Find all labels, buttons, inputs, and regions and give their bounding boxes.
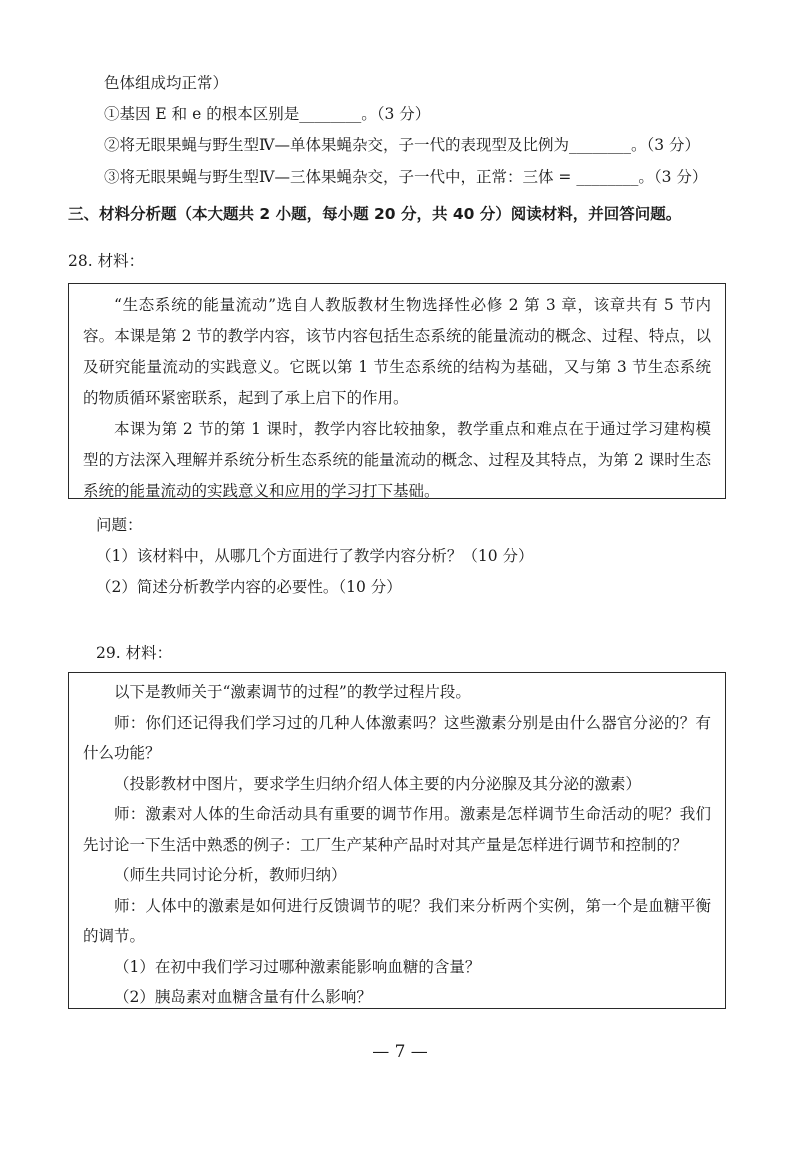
q29-material-line: 以下是教师关于“激素调节的过程”的教学过程片段。 [114,683,471,701]
q29-material-box [68,672,726,1009]
q28-label: 28. 材料： [68,252,145,270]
q27-subquestion-2: ②将无眼果蝇与野生型Ⅳ—单体果蝇杂交，子一代的表现型及比例为________。（3 分） [104,136,701,154]
page-number: — 7 — [372,1042,428,1062]
q28-material-paragraph-2: 本课为第 2 节的第 1 课时，教学内容比较抽象，教学重点和难点在于通过学习建构模型的方法深入理解并系统分析生态系统的能量流动的概念、过程及其特点，为第 2 课时生态系统的能量流动的实践意义和应用的学习打下基础。 [83,420,711,500]
q29-material-line: （2）胰岛素对血糖含量有什么影响？ [114,988,372,1006]
q29-label: 29. 材料： [96,644,173,662]
q28-question-1: （1）该材料中，从哪几个方面进行了教学内容分析？（10 分） [96,547,534,565]
q27-subquestion-1: ①基因 E 和 e 的根本区别是________。（3 分） [104,105,431,123]
q29-material-line: （师生共同讨论分析，教师归纳） [114,866,347,884]
q29-material-line: 师：激素对人体的生命活动具有重要的调节作用。激素是怎样调节生命活动的呢？我们先讨论一下生活中熟悉的例子：工厂生产某种产品时对其产量是怎样进行调节和控制的？ [83,805,711,854]
q28-material-box [68,283,726,499]
q27-subquestion-3: ③将无眼果蝇与野生型Ⅳ—三体果蝇杂交，子一代中，正常：三体 = ________。（3 分） [104,168,708,186]
q27-continuation: 色体组成均正常） [104,74,229,92]
q29-material-line: （1）在初中我们学习过哪种激素能影响血糖的含量？ [114,957,481,976]
q29-material-line: 师：人体中的激素是如何进行反馈调节的呢？我们来分析两个实例，第一个是血糖平衡的调节。 [83,896,711,945]
section-3-title: 三、材料分析题（本大题共 2 小题，每小题 20 分，共 40 分）阅读材料，并回答问题。 [68,205,682,223]
q29-material-line: 师：你们还记得我们学习过的几种人体激素吗？这些激素分别是由什么器官分泌的？有什么功能？ [83,713,711,762]
q28-question-2: （2）简述分析教学内容的必要性。（10 分） [96,578,402,596]
q28-material-paragraph-1: “生态系统的能量流动”选自人教版教材生物选择性必修 2 第 3 章，该章共有 5 节内容。本课是第 2 节的教学内容，该节内容包括生态系统的能量流动的概念、过程、特点，以及研究能量流动的实践意义。它既以第 1 节生态系统的结构为基础，又与第 3 节生态系统的物质循环紧密联系，起到了承上启下的作用。 [83,296,711,407]
q28-question-label: 问题： [96,516,143,534]
q29-material-line: （投影教材中图片，要求学生归纳介绍人体主要的内分泌腺及其分泌的激素） [114,774,642,793]
